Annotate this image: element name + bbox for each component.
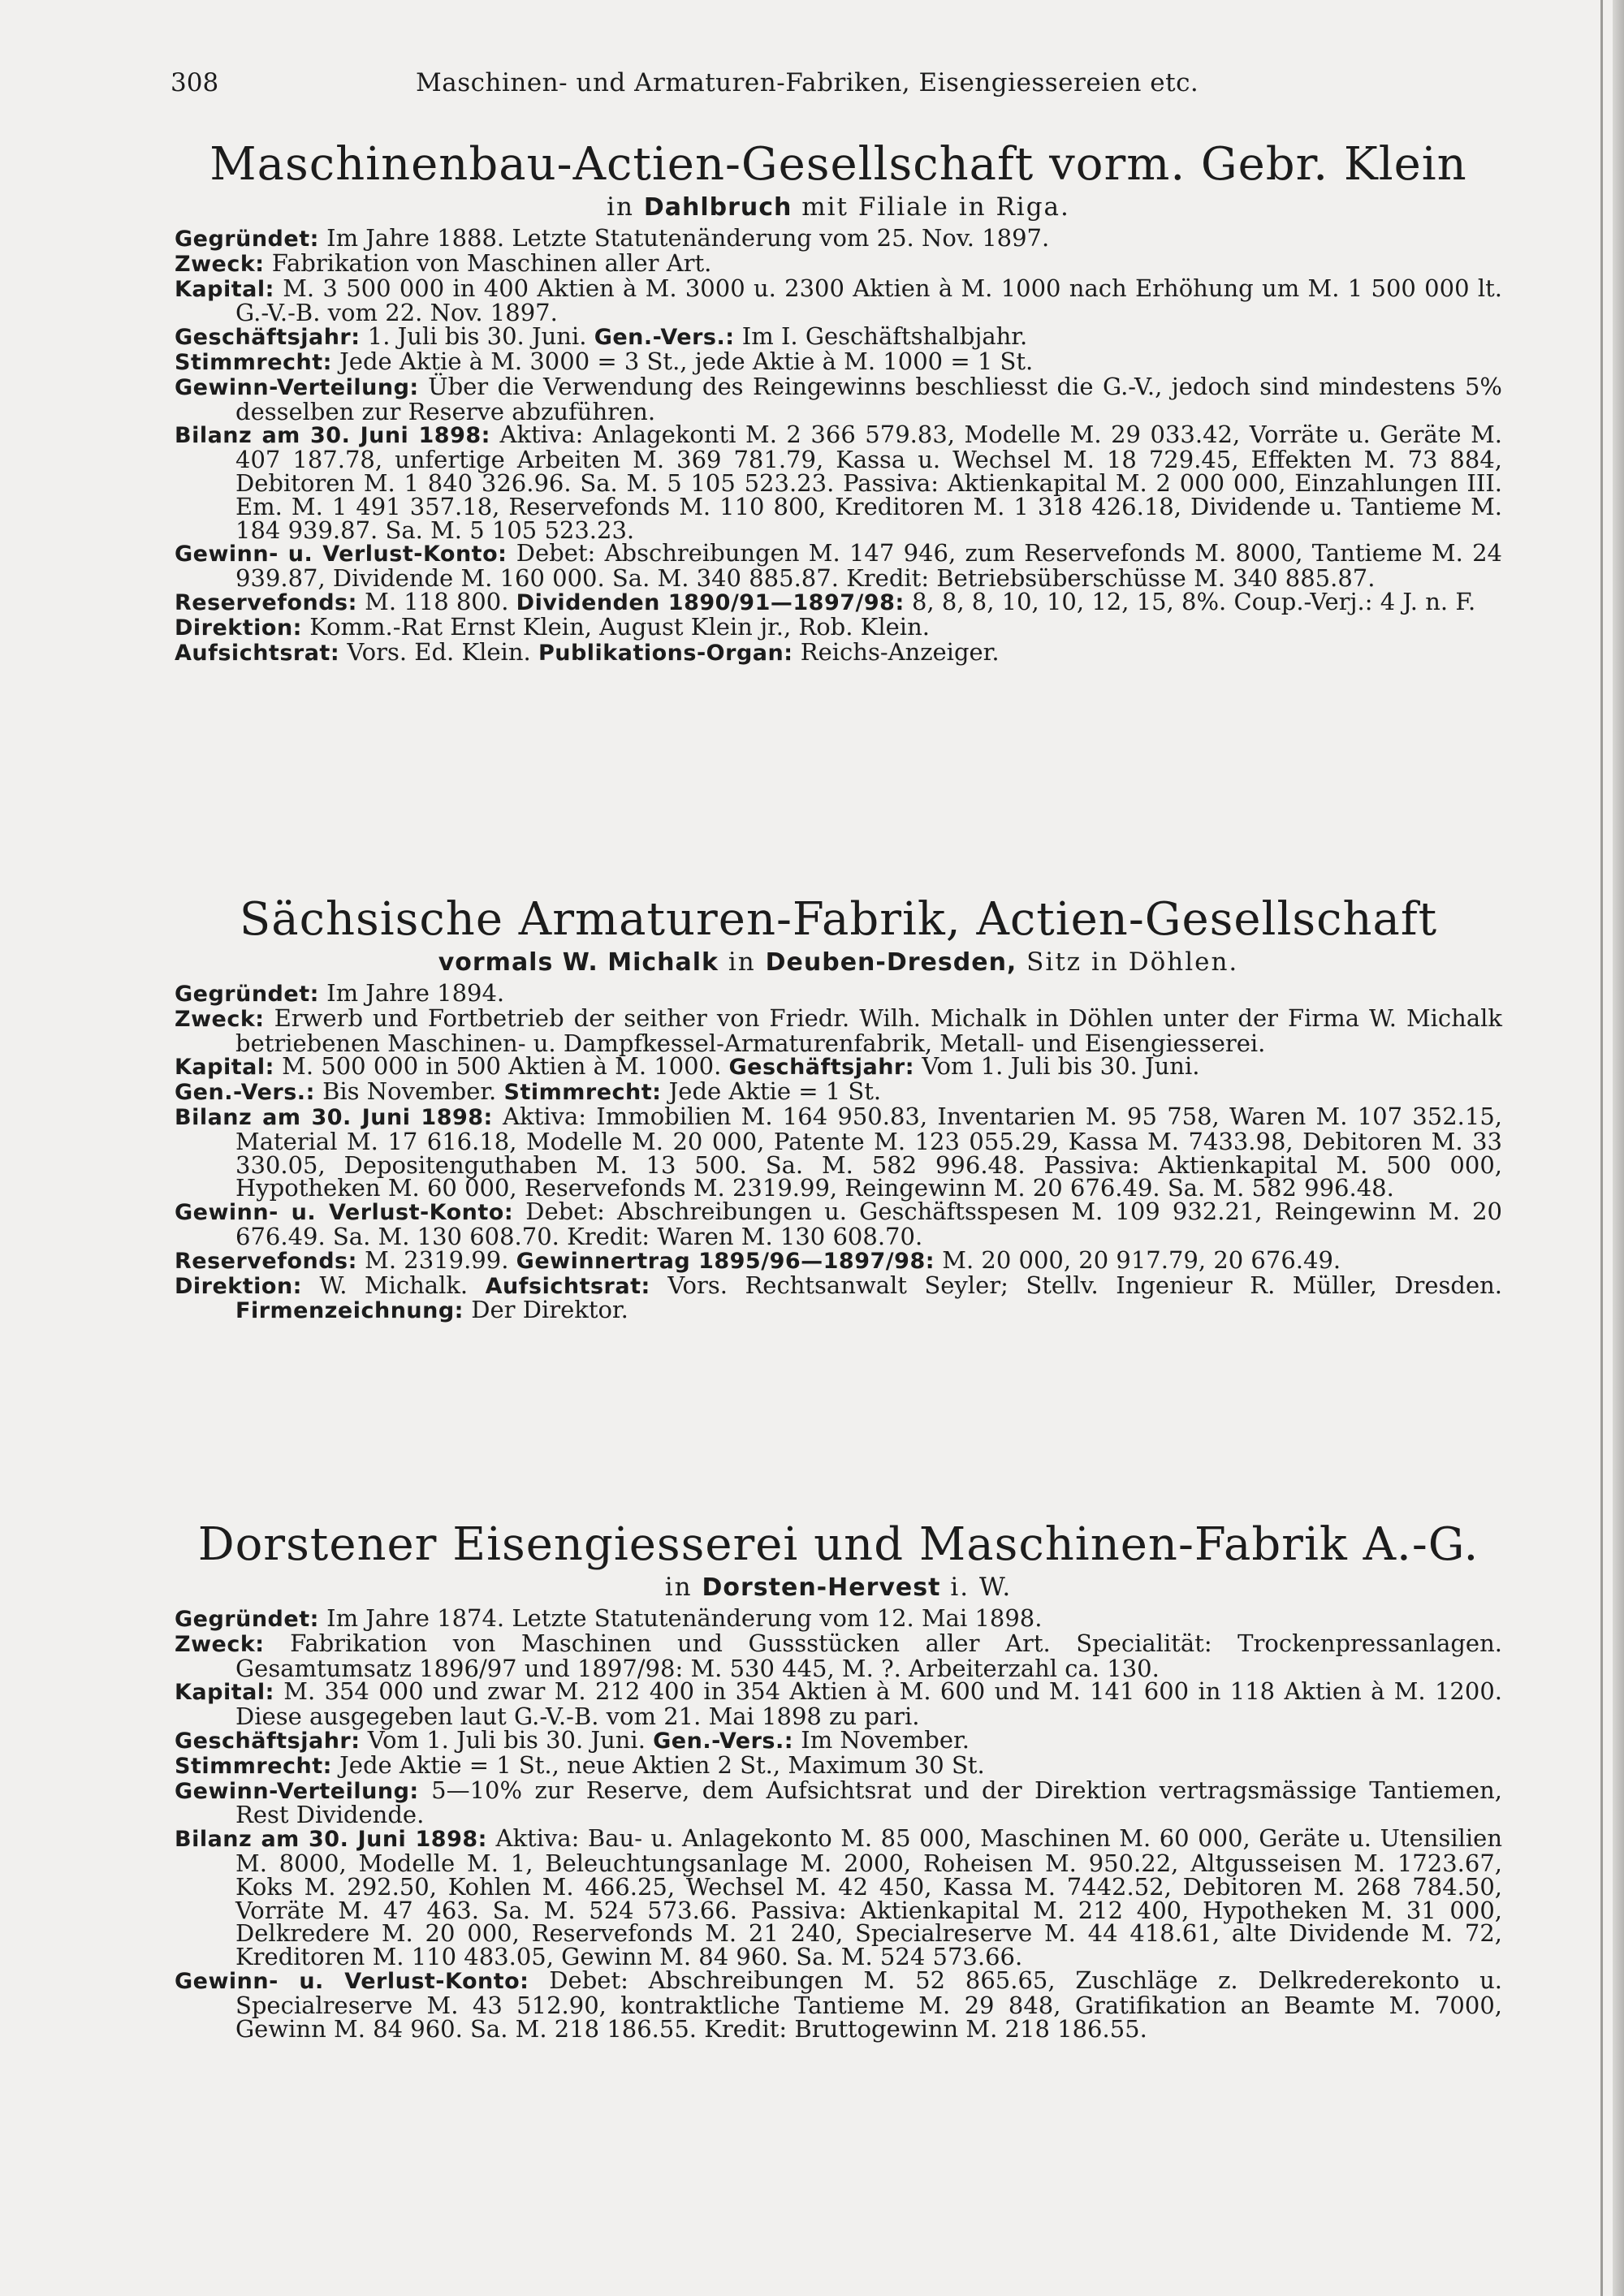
entry-gewinn-verlust: Gewinn- u. Verlust-Konto: Debet: Abschreibungen M. 52 865.65, Zuschläge z. Delkrederekonto u. Specialreserve M. 43 512.90, kontraktliche Tantieme M. 29 848, Gratifikation an Beamte M. 7000, Gewinn M. 84 960. Sa. M. 218 186.55. Kredit: Bruttogewinn M. 218 186.55. [175, 1966, 1502, 2043]
company-place: Deuben-Dresden, [765, 948, 1017, 977]
entry-gegruendet: Gegründet: Im Jahre 1874. Letzte Statutenänderung vom 12. Mai 1898. [175, 1604, 1043, 1632]
entry-gegruendet: Gegründet: Im Jahre 1888. Letzte Statutenänderung vom 25. Nov. 1897. [175, 224, 1050, 252]
entry-gewinn-verteilung: Gewinn-Verteilung: Über die Verwendung des Reingewinns beschliesst die G.-V., jedoch sind mindestens 5% desselben zur Reserve abzuführen. [175, 372, 1502, 425]
entry-gewinn-verlust: Gewinn- u. Verlust-Konto: Debet: Abschreibungen M. 147 946, zum Reservefonds M. 8000, Tantieme M. 24 939.87, Dividende M. 160 000. Sa. M. 340 885.87. Kredit: Betriebsüberschüsse M. 340 885.87. [175, 539, 1502, 593]
entry-zweck: Zweck: Fabrikation von Maschinen und Gussstücken aller Art. Specialität: Trockenpressanlagen. Gesamtumsatz 1896/97 und 1897/98: M. 530 445, M. ?. Arbeiterzahl ca. 130. [175, 1629, 1502, 1682]
company-title: Maschinenbau-Actien-Gesellschaft vorm. Gebr. Klein [209, 138, 1467, 191]
entry-direktion: Direktion: W. Michalk. Aufsichtsrat: Vors. Rechtsanwalt Seyler; Stellv. Ingenieur R. Müller, Dresden. Firmenzeichnung: Der Direktor. [175, 1271, 1503, 1324]
company-title: Sächsische Armaturen-Fabrik, Actien-Gesellschaft [239, 893, 1438, 946]
page-number: 308 [171, 68, 219, 97]
entry-reservefonds: Reservefonds: M. 118 800. Dividenden 1890/91—1897/98: 8, 8, 8, 10, 10, 12, 15, 8%. Coup.-Verj.: 4 J. n. F. [175, 587, 1476, 615]
company-entry-michalk [175, 893, 1502, 1323]
entry-aufsichtsrat: Aufsichtsrat: Vors. Ed. Klein. Publikations-Organ: Reichs-Anzeiger. [175, 637, 1000, 666]
entry-gewinn-verteilung: Gewinn-Verteilung: 5—10% zur Reserve, dem Aufsichtsrat und der Direktion vertragsmässige Tantiemen, Rest Dividende. [175, 1776, 1502, 1829]
company-place: Dahlbruch [643, 193, 793, 222]
entry-bilanz: Bilanz am 30. Juni 1898: Aktiva: Bau- u. Anlagekonto M. 85 000, Maschinen M. 60 000, Geräte u. Utensilien M. 8000, Modelle M. 1, Beleuchtungsanlage M. 2000, Roheisen M. 950.22, Altgusseisen M. 1723.67, Koks M. 292.50, Kohlen M. 466.25, Wechsel M. 42 450, Kassa M. 7442.52, Debitoren M. 268 784.50, Vorräte M. 47 463. Sa. M. 524 573.66. Passiva: Aktienkapital M. 212 400, Hypotheken M. 31 000, Delkredere M. 20 000, Reservefonds M. 21 240, Specialreserve M. 44 418.61, alte Dividende M. 72, Kreditoren M. 110 483.05, Gewinn M. 84 960. Sa. M. 524 573.66. [175, 1824, 1502, 1971]
company-location: vormals W. Michalk in Deuben-Dresden, Sitz in Döhlen. [438, 947, 1239, 977]
page-fold-line [1600, 0, 1603, 2296]
entry-stimmrecht: Stimmrecht: Jede Aktie = 1 St., neue Aktien 2 St., Maximum 30 St. [175, 1750, 985, 1779]
entry-gewinn-verlust: Gewinn- u. Verlust-Konto: Debet: Abschreibungen u. Geschäftsspesen M. 109 932.21, Reingewinn M. 20 676.49. Sa. M. 130 608.70. Kredit: Waren M. 130 608.70. [175, 1198, 1502, 1250]
page-edge [1613, 0, 1624, 2296]
company-location: in Dahlbruch mit Filiale in Riga. [607, 192, 1070, 222]
entry-direktion: Direktion: Komm.-Rat Ernst Klein, August Klein jr., Rob. Klein. [175, 612, 930, 641]
entry-kapital: Kapital: M. 500 000 in 500 Aktien à M. 1000. Geschäftsjahr: Vom 1. Juli bis 30. Juni. [175, 1052, 1200, 1081]
running-head-title: Maschinen- und Armaturen-Fabriken, Eisengiessereien etc. [416, 68, 1199, 97]
entry-zweck: Zweck: Erwerb und Fortbetrieb der seither von Friedr. Wilh. Michalk in Döhlen unter der Firma W. Michalk betriebenen Maschinen- u. Dampfkessel-Armaturenfabrik, Metall- und Eisengiesserei. [175, 1003, 1502, 1057]
running-head [171, 68, 1502, 109]
entry-reservefonds: Reservefonds: M. 2319.99. Gewinnertrag 1895/96—1897/98: M. 20 000, 20 917.79, 20 676.49. [175, 1245, 1341, 1274]
entry-zweck: Zweck: Fabrikation von Maschinen aller Art. [175, 248, 712, 277]
entry-kapital: Kapital: M. 3 500 000 in 400 Aktien à M. 3000 u. 2300 Aktien à M. 1000 nach Erhöhung um M. 1 500 000 lt. G.-V.-B. vom 22. Nov. 1897. [175, 274, 1502, 327]
company-title: Dorstener Eisengiesserei und Maschinen-Fabrik A.-G. [197, 1518, 1479, 1571]
company-entry-klein [175, 138, 1502, 665]
entry-bilanz: Bilanz am 30. Juni 1898: Aktiva: Immobilien M. 164 950.83, Inventarien M. 95 758, Waren M. 107 352.15, Material M. 17 616.18, Modelle M. 20 000, Patente M. 123 055.29, Kassa M. 7433.98, Debitoren M. 33 330.05, Depositenguthaben M. 13 500. Sa. M. 582 996.48. Passiva: Aktienkapital M. 500 000, Hypotheken M. 60 000, Reservefonds M. 2319.99, Reingewinn M. 20 676.49. Sa. M. 582 996.48. [175, 1102, 1503, 1202]
entry-gegruendet: Gegründet: Im Jahre 1894. [175, 979, 505, 1007]
company-former-name: vormals W. Michalk [438, 948, 719, 977]
entry-geschaeftsjahr: Geschäftsjahr: 1. Juli bis 30. Juni. Gen.-Vers.: Im I. Geschäftshalbjahr. [175, 322, 1028, 351]
entry-stimmrecht: Stimmrecht: Jede Aktie à M. 3000 = 3 St., jede Aktie à M. 1000 = 1 St. [175, 347, 1034, 375]
company-location: in Dorsten-Hervest i. W. [664, 1573, 1013, 1602]
entry-kapital: Kapital: M. 354 000 und zwar M. 212 400 in 354 Aktien à M. 600 und M. 141 600 in 118 Aktien à M. 1200. Diese ausgegeben laut G.-V.-B. vom 21. Mai 1898 zu pari. [175, 1677, 1502, 1731]
entry-geschaeftsjahr: Geschäftsjahr: Vom 1. Juli bis 30. Juni. Gen.-Vers.: Im November. [175, 1725, 970, 1754]
entry-gen-vers: Gen.-Vers.: Bis November. Stimmrecht: Jede Aktie = 1 St. [175, 1077, 882, 1106]
entry-bilanz: Bilanz am 30. Juni 1898: Aktiva: Anlagekonti M. 2 366 579.83, Modelle M. 29 033.42, Vorräte u. Geräte M. 407 187.78, unfertige Arbeiten M. 369 781.79, Kassa u. Wechsel M. 18 729.45, Effekten M. 73 884, Debitoren M. 1 840 326.96. Sa. M. 5 105 523.23. Passiva: Aktienkapital M. 2 000 000, Einzahlungen III. Em. M. 1 491 357.18, Reservefonds M. 110 800, Kreditoren M. 1 318 426.18, Dividende u. Tantieme M. 184 939.87. Sa. M. 5 105 523.23. [175, 421, 1502, 544]
company-entry-dorsten [175, 1518, 1502, 2043]
company-place: Dorsten-Hervest [702, 1573, 941, 1602]
